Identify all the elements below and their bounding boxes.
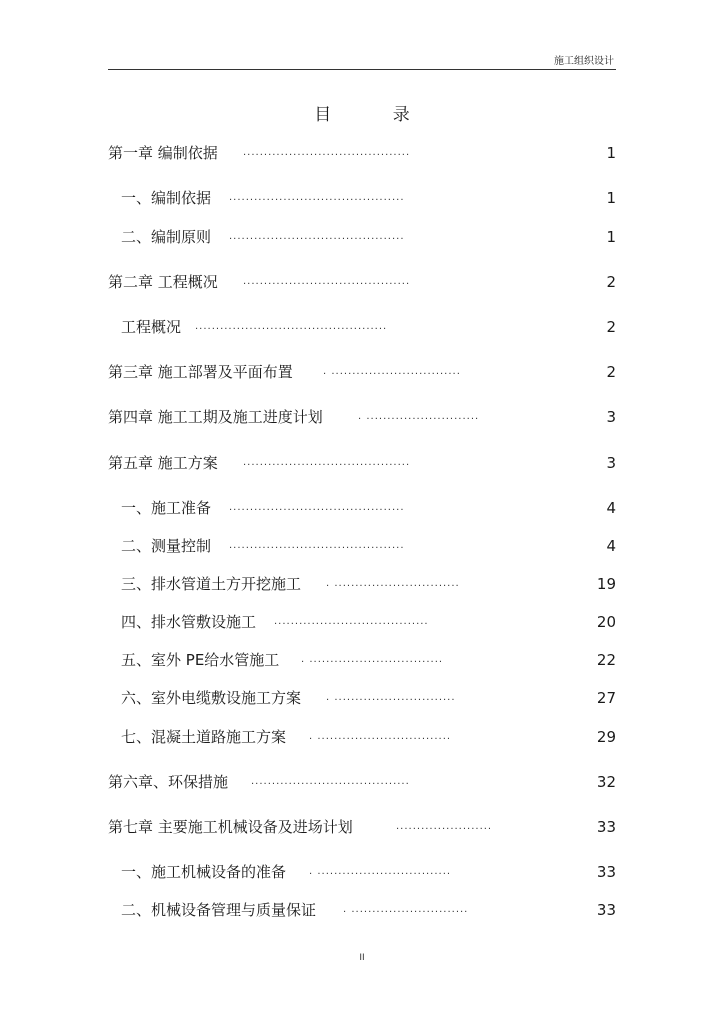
toc-entry-label: 六、室外电缆敷设施工方案 bbox=[121, 689, 302, 707]
toc-entry-label: 二、测量控制 bbox=[121, 537, 212, 555]
toc-entry-leader: . ................................ bbox=[301, 654, 444, 665]
toc-entry-page: 32 bbox=[596, 773, 616, 791]
toc-entry-page: 33 bbox=[596, 818, 616, 836]
toc-entry-label: 第四章 施工工期及施工进度计划 bbox=[108, 408, 323, 426]
toc-entry-leader: ....................... bbox=[396, 821, 493, 832]
toc-entry-label: 七、混凝土道路施工方案 bbox=[121, 728, 287, 746]
toc-entry-leader: . ................................ bbox=[309, 731, 452, 742]
toc-entry-leader: .......................................... bbox=[229, 540, 405, 551]
toc-entry-label: 一、施工机械设备的准备 bbox=[121, 863, 287, 881]
toc-entry-label: 一、编制依据 bbox=[121, 189, 212, 207]
toc-entry-label: 二、机械设备管理与质量保证 bbox=[121, 901, 317, 919]
toc-entry bbox=[108, 452, 616, 474]
toc-entry-page: 2 bbox=[606, 318, 616, 336]
toc-entry-page: 29 bbox=[596, 728, 616, 746]
toc-entry-leader: . .............................. bbox=[326, 578, 460, 589]
toc-entry bbox=[121, 611, 616, 633]
toc-entry-leader: . ............................. bbox=[326, 692, 456, 703]
toc-entry-leader: ..................................... bbox=[274, 616, 429, 627]
toc-entry-leader: . ................................ bbox=[309, 866, 452, 877]
toc-entry-leader: ........................................ bbox=[243, 276, 411, 287]
page-number: II bbox=[359, 953, 365, 963]
toc-entry-leader: .......................................... bbox=[229, 502, 405, 513]
toc-entry-page: 4 bbox=[606, 537, 616, 555]
toc-entry-leader: ........................................ bbox=[243, 457, 411, 468]
toc-entry bbox=[121, 899, 616, 921]
toc-entry-label: 第七章 主要施工机械设备及进场计划 bbox=[108, 818, 353, 836]
toc-entry-leader: ...................................... bbox=[251, 776, 410, 787]
toc-title: 目 录 bbox=[314, 105, 438, 125]
toc-entry-label: 四、排水管敷设施工 bbox=[121, 613, 257, 631]
toc-entry-page: 33 bbox=[596, 901, 616, 919]
toc-entry-label: 第六章、环保措施 bbox=[108, 773, 229, 791]
toc-entry-leader: .......................................... bbox=[229, 192, 405, 203]
toc-entry bbox=[108, 361, 616, 383]
toc-entry bbox=[108, 771, 616, 793]
toc-entry bbox=[121, 687, 616, 709]
toc-entry bbox=[108, 406, 616, 428]
toc-entry-page: 3 bbox=[606, 408, 616, 426]
toc-entry-page: 2 bbox=[606, 273, 616, 291]
toc-entry bbox=[108, 142, 616, 164]
toc-entry-page: 19 bbox=[596, 575, 616, 593]
toc-entry-leader: .......................................... bbox=[229, 231, 405, 242]
running-header: 施工组织设计 bbox=[554, 56, 614, 67]
toc-entry bbox=[108, 816, 616, 838]
toc-entry-label: 二、编制原则 bbox=[121, 228, 212, 246]
toc-entry bbox=[121, 497, 616, 519]
toc-entry-page: 1 bbox=[606, 144, 616, 162]
toc-entry bbox=[121, 726, 616, 748]
toc-entry-label: 第一章 编制依据 bbox=[108, 144, 218, 162]
toc-entry-label: 第五章 施工方案 bbox=[108, 454, 218, 472]
toc-entry-label: 第二章 工程概况 bbox=[108, 273, 218, 291]
toc-entry bbox=[121, 861, 616, 883]
toc-entry bbox=[121, 226, 616, 248]
toc-entry-page: 4 bbox=[606, 499, 616, 517]
toc-entry-label: 工程概况 bbox=[121, 318, 182, 336]
toc-entry bbox=[121, 187, 616, 209]
toc-entry-label: 一、施工准备 bbox=[121, 499, 212, 517]
toc-entry-page: 20 bbox=[596, 613, 616, 631]
toc-entry-page: 33 bbox=[596, 863, 616, 881]
toc-entry-page: 22 bbox=[596, 651, 616, 669]
toc-entry-page: 1 bbox=[606, 189, 616, 207]
toc-entry bbox=[121, 649, 616, 671]
toc-entry-leader: . ............................ bbox=[343, 904, 469, 915]
toc-entry-leader: . ........................... bbox=[358, 411, 480, 422]
toc-entry-leader: ........................................ bbox=[243, 147, 411, 158]
toc-entry bbox=[121, 573, 616, 595]
toc-entry-page: 27 bbox=[596, 689, 616, 707]
toc-entry bbox=[121, 535, 616, 557]
toc-entry-page: 3 bbox=[606, 454, 616, 472]
toc-entry-label: 第三章 施工部署及平面布置 bbox=[108, 363, 293, 381]
toc-entry-label: 五、室外 PE给水管施工 bbox=[121, 651, 280, 669]
toc-entry bbox=[121, 316, 616, 338]
toc-entry-page: 1 bbox=[606, 228, 616, 246]
toc-entry bbox=[108, 271, 616, 293]
toc-entry-leader: . ............................... bbox=[323, 366, 461, 377]
toc-entry-leader: .............................................. bbox=[195, 321, 388, 332]
toc-entry-label: 三、排水管道土方开挖施工 bbox=[121, 575, 302, 593]
toc-entry-page: 2 bbox=[606, 363, 616, 381]
